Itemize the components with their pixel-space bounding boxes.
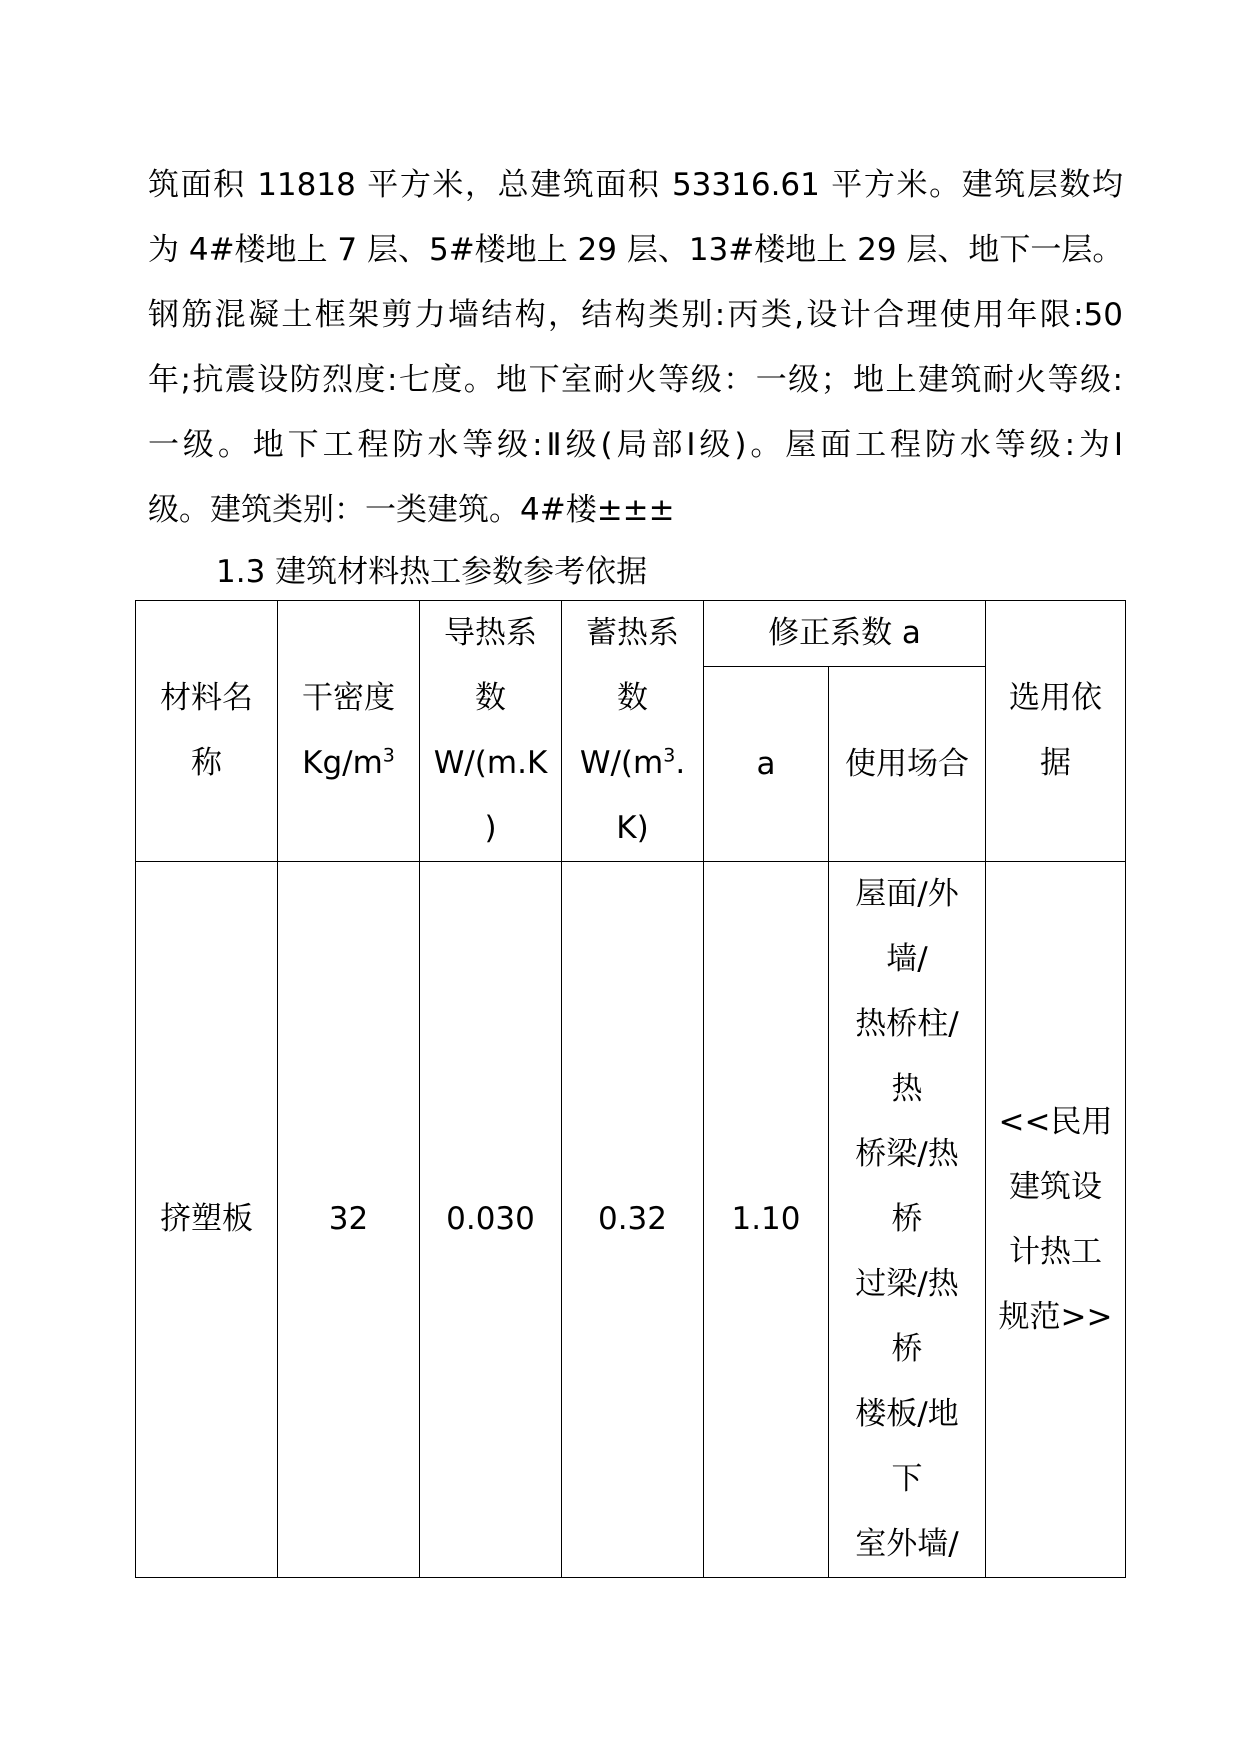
header-correction-a: [704, 667, 829, 862]
header-selection-basis: [986, 601, 1126, 862]
cell-usage-text: 屋面/外 墙/ 热桥柱/ 热 桥梁/热 桥 过梁/热 桥 楼板/地 下 室外墙/: [855, 876, 959, 1562]
header-heat-storage-unit-end: . K): [616, 745, 686, 846]
cell-correction-a: [704, 862, 829, 1578]
header-material-name: [136, 601, 278, 862]
cell-density-text: 32: [328, 1201, 369, 1237]
intro-line-2: 为 4#楼地上 7 层、5#楼地上 29 层、13#楼地上 29 层、地下一层。: [148, 232, 1124, 268]
header-material-name-text: 材料名 称: [160, 680, 253, 781]
cell-conductivity-text: 0.030: [446, 1201, 535, 1237]
header-thermal-conductivity-text: 导热系 数 W/(m.K ): [433, 615, 548, 846]
header-heat-storage-superscript: 3: [663, 744, 676, 767]
intro-line-5: 一级。地下工程防水等级:Ⅱ级(局部Ⅰ级)。屋面工程防水等级:为Ⅰ: [148, 427, 1123, 463]
intro-line-6: 级。建筑类别：一类建筑。4#楼±±±: [148, 492, 675, 528]
header-heat-storage-label: 蓄热系 数 W/(m: [579, 615, 679, 781]
header-usage-text: 使用场合: [845, 745, 969, 782]
header-heat-storage-text: [562, 601, 703, 861]
header-selection-basis-text: 选用依 据: [1009, 680, 1103, 781]
header-dry-density-label: 干密度 Kg/m: [302, 680, 395, 781]
table-row: [136, 862, 1126, 1578]
header-heat-storage: [562, 601, 704, 862]
cell-selection-basis-text: <<民用 建筑设 计热工 规范>>: [998, 1103, 1113, 1335]
cell-material: [136, 862, 278, 1578]
cell-material-text: 挤塑板: [160, 1201, 253, 1237]
intro-line-3: 钢筋混凝土框架剪力墙结构，结构类别:丙类,设计合理使用年限:50: [148, 297, 1123, 333]
header-correction-group: [704, 601, 986, 667]
intro-paragraph: [148, 153, 1123, 543]
cell-usage: [829, 862, 986, 1578]
intro-line-1: 筑面积 11818 平方米，总建筑面积 53316.61 平方米。建筑层数均: [148, 167, 1123, 203]
cell-selection-basis: [986, 862, 1126, 1578]
header-row-1: [136, 601, 1126, 667]
header-correction-a-text: a: [756, 745, 776, 782]
cell-conductivity: [420, 862, 562, 1578]
cell-heat-storage: [562, 862, 704, 1578]
cell-density: [278, 862, 420, 1578]
thermal-parameters-table: [135, 600, 1126, 1578]
cell-heat-storage-text: 0.32: [597, 1201, 668, 1237]
header-dry-density-superscript: 3: [382, 744, 395, 767]
section-heading: 1.3 建筑材料热工参数参考依据: [216, 554, 648, 590]
header-dry-density: [278, 601, 420, 862]
header-correction-group-text: 修正系数 a: [768, 615, 921, 651]
header-usage: [829, 667, 986, 862]
cell-correction-a-text: 1.10: [731, 1201, 801, 1237]
intro-line-4: 年;抗震设防烈度:七度。地下室耐火等级：一级；地上建筑耐火等级:: [148, 362, 1123, 398]
header-thermal-conductivity: [420, 601, 562, 862]
header-dry-density-text: [278, 666, 419, 796]
